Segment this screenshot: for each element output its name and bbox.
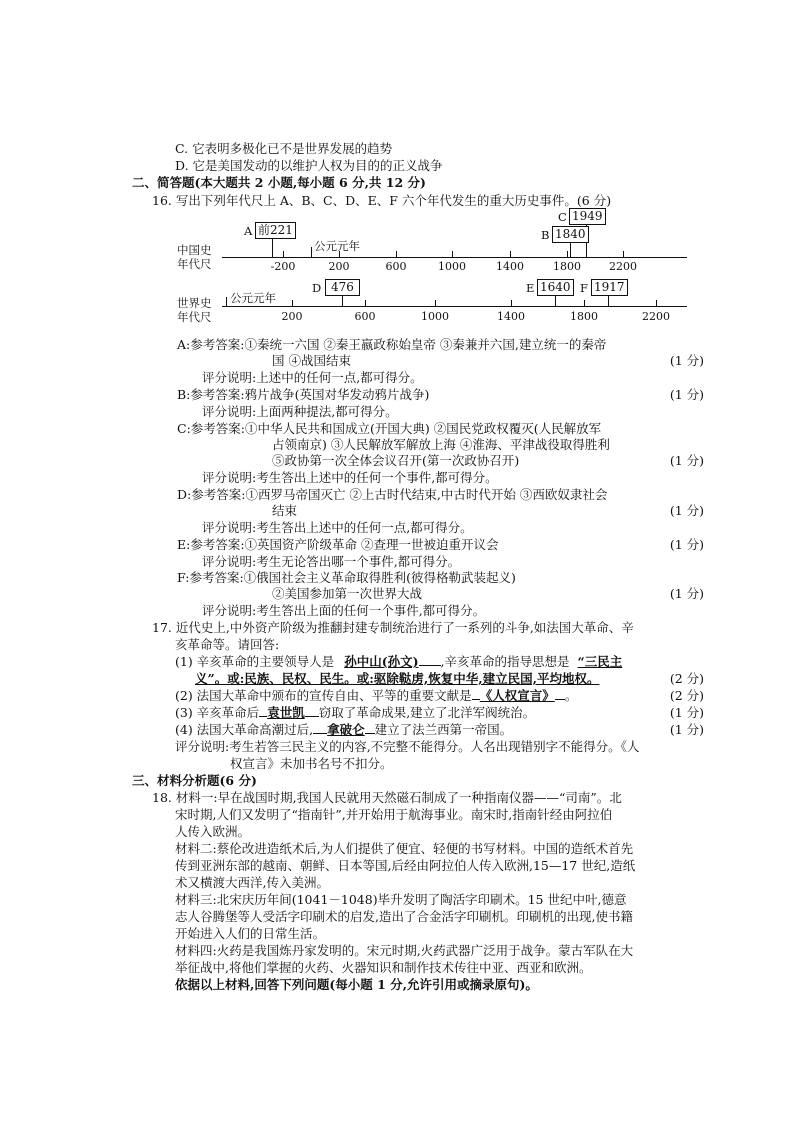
q17-part4 [175, 722, 512, 738]
q17-note-line1: 评分说明:考生若答三民主义的内容,不完整不能得分。人名出现错别字不能得分。《人 [175, 739, 640, 754]
china-tick [452, 251, 453, 257]
marker-b-letter: B [541, 228, 550, 242]
q17-part3-text: (3) 辛亥革命后 [175, 705, 260, 720]
q17-part1-text2: ,辛亥革命的指导思想是 [440, 654, 570, 669]
china-tick-label: 200 [328, 260, 350, 273]
marker-a-letter: A [244, 224, 253, 238]
answer-f-note: 评分说明:考生答出上面的任何一个事件,都可得分。 [202, 603, 486, 618]
q18-m1-line1: 18. 材料一:早在战国时期,我国人民就用天然磁石制成了一种指南仪器——“司南”。北 [152, 790, 622, 805]
answer-a-note: 评分说明:上述中的任何一点,都可得分。 [202, 370, 423, 385]
marker-f-box: 1917 [591, 279, 628, 296]
q17-stem-line1: 17. 近代史上,中外资产阶级为推翻封建专制统治进行了一系列的斗争,如法国大革命、辛 [152, 620, 634, 635]
option-d: D. 它是美国发动的以维护人权为目的的正义战争 [175, 158, 443, 173]
q17-part2-answer: 《人权宣言》 [479, 688, 555, 703]
china-tick [283, 251, 284, 257]
answer-f-score: (1 分) [669, 586, 704, 601]
marker-a-box: 前221 [255, 222, 296, 239]
answer-c-line2: 占领南京) ③人民解放军解放上海 ④淮海、平津战役取得胜利 [272, 437, 610, 452]
world-tick-label: 200 [281, 310, 303, 323]
q18-m2-line3: 术又横渡大西洋,传入美洲。 [175, 875, 329, 890]
q17-part2 [175, 688, 577, 704]
q17-part4-score: (1 分) [669, 722, 704, 737]
china-label-2: 年代尺 [177, 257, 212, 271]
china-axis [222, 257, 687, 258]
answer-c-line1: C:参考答案:①中华人民共和国成立(开国大典) ②国民党政权覆灭(人民解放军 [177, 421, 602, 436]
marker-d-box: 476 [325, 279, 360, 296]
q18-ask: 依据以上材料,回答下列问题(每小题 1 分,允许引用或摘录原句)。 [175, 977, 538, 992]
q17-part2-text2: 。 [564, 688, 578, 703]
world-tick-label: 1800 [570, 310, 598, 323]
marker-e-letter: E [526, 281, 535, 295]
world-tick-label: 1400 [497, 310, 525, 323]
q17-part1-answer2: “三民主 [577, 654, 623, 669]
china-tick-label: 1000 [438, 260, 466, 273]
china-tick-label: 2200 [609, 260, 637, 273]
world-tick-label: 600 [354, 310, 376, 323]
q18-m3-line2: 志人谷腾堡等人受活字印刷术的启发,造出了合金活字印刷机。印刷机的出现,使书籍 [175, 909, 633, 924]
china-tick-label: 600 [385, 260, 407, 273]
q18-m4-line2: 举征战中,将他们掌握的火药、火器知识和制作技术传往中亚、西亚和欧洲。 [175, 960, 592, 975]
q17-stem-line2: 亥革命等。请回答: [175, 637, 280, 652]
q17-part3-text2: 窃取了革命成果,建立了北洋军阀统治。 [318, 705, 536, 720]
answer-d-line2: 结束 [272, 503, 298, 518]
marker-d-stem [342, 296, 343, 306]
answer-d-line1: D:参考答案:①西罗马帝国灭亡 ②上古时代结束,中古时代开始 ③西欧奴隶社会 [177, 487, 608, 502]
q18-m2-line2: 传到亚洲东部的越南、朝鲜、日本等国,后经由阿拉伯人传入欧洲,15—17 世纪,造纸 [175, 858, 636, 873]
answer-c-note: 评分说明:考生答出上述中的任何一个事件,都可得分。 [202, 470, 498, 485]
marker-b-stem [570, 243, 571, 257]
china-tick [567, 251, 568, 257]
world-tick-label: 2200 [642, 310, 670, 323]
q17-part1-answer: 孙中山(孙文) [344, 654, 419, 669]
marker-e-stem [555, 296, 556, 306]
marker-d-letter: D [312, 281, 322, 295]
answer-d-note: 评分说明:考生答出上述中的任何一点,都可得分。 [202, 520, 473, 535]
world-label-1: 世界史 [177, 296, 212, 310]
world-axis [222, 306, 687, 307]
answer-c-line3: ⑤政协第一次全体会议召开(第一次政协召开) [272, 453, 520, 468]
answer-f-line2: ②美国参加第一次世界大战 [272, 586, 423, 601]
q18-m3-line3: 开始进入人们的日常生活。 [175, 926, 326, 941]
q17-part2-text: (2) 法国大革命中颁布的宣传自由、平等的重要文献是 [175, 688, 472, 703]
q17-part1-text: (1) 辛亥革命的主要领导人是 [175, 654, 335, 669]
answer-a-line1: A:参考答案:①秦统一六国 ②秦王嬴政称始皇帝 ③秦兼并六国,建立统一的秦帝 [177, 337, 607, 352]
world-tick [511, 300, 512, 306]
world-era-stem [226, 297, 227, 306]
marker-f-stem [608, 296, 609, 306]
marker-f-letter: F [580, 281, 588, 295]
china-era-stem [311, 247, 312, 257]
q17-part4-text: (4) 法国大革命高潮过后, [175, 722, 314, 737]
world-tick [584, 300, 585, 306]
answer-e-note: 评分说明:考生无论答出哪一个事件,都可得分。 [202, 554, 461, 569]
china-tick [396, 251, 397, 257]
q18-m4-line1: 材料四:火药是我国炼丹家发明的。宋元时期,火药武器广泛用于战争。蒙古军队在大 [175, 943, 634, 958]
q17-part3-answer: 袁世凯 [267, 705, 305, 720]
q18-m2-line1: 材料二:蔡伦改进造纸术后,为人们提供了便宜、轻便的书写材料。中国的造纸术首先 [175, 841, 634, 856]
answer-e-score: (1 分) [669, 537, 704, 552]
q17-part4-answer: 拿破仑 [327, 722, 365, 737]
china-label-1: 中国史 [177, 243, 212, 257]
q17-part1-cont [195, 671, 599, 687]
q17-part3 [175, 705, 535, 721]
answer-b-line1: B:参考答案:鸦片战争(英国对华发动鸦片战争) [177, 387, 430, 402]
q17-part3-score: (1 分) [669, 705, 704, 720]
q16-stem: 16. 写出下列年代尺上 A、B、C、D、E、F 六个年代发生的重大历史事件。(6 分) [152, 193, 612, 208]
china-tick [510, 251, 511, 257]
answer-b-note: 评分说明:上面两种提法,都可得分。 [202, 404, 398, 419]
q18-m1-line3: 人传入欧洲。 [175, 824, 251, 839]
q18-m3-line1: 材料三:北宋庆历年间(1041－1048)毕升发明了陶活字印刷术。15 世纪中叶,德意 [175, 892, 627, 907]
q18-m1-line2: 宋时期,人们又发明了“指南针”,并开始用于航海事业。南宋时,指南针经由阿拉伯 [175, 807, 613, 822]
world-tick-label: 1000 [421, 310, 449, 323]
marker-e-box: 1640 [537, 279, 574, 296]
section2-title: 二、简答题(本大题共 2 小题,每小题 6 分,共 12 分) [132, 175, 426, 190]
answer-a-line2: 国 ④战国结束 [272, 353, 351, 368]
world-tick [365, 300, 366, 306]
world-tick [292, 300, 293, 306]
q17-part1 [175, 654, 622, 670]
marker-c-box: 1949 [569, 208, 606, 225]
world-tick [435, 300, 436, 306]
q17-part4-text2: 建立了法兰西第一帝国。 [374, 722, 513, 737]
answer-d-score: (1 分) [669, 503, 704, 518]
answer-b-score: (1 分) [669, 387, 704, 402]
marker-a-stem [272, 239, 273, 257]
marker-c-letter: C [558, 210, 567, 224]
china-era-label: 公元元年 [314, 239, 360, 253]
world-era-label: 公元元年 [230, 291, 276, 305]
answer-c-score: (1 分) [669, 453, 704, 468]
world-label-2: 年代尺 [177, 310, 212, 324]
q17-part2-score: (2 分) [669, 688, 704, 703]
q17-part1-score: (2 分) [669, 671, 704, 686]
answer-f-line1: F:参考答案:①俄国社会主义革命取得胜利(彼得格勒武装起义) [177, 570, 516, 585]
option-c: C. 它表明多极化已不是世界发展的趋势 [175, 141, 393, 156]
china-tick-label: 1800 [553, 260, 581, 273]
china-tick-label: -200 [270, 260, 296, 273]
china-tick-label: 1400 [496, 260, 524, 273]
section3-title: 三、材料分析题(6 分) [132, 773, 257, 788]
china-tick [623, 251, 624, 257]
q17-part1-answer2-cont: 义”。或:民族、民权、民生。或:驱除鞑虏,恢复中华,建立民国,平均地权。 [195, 671, 600, 686]
q17-note-line2: 权宣言》未加书名号不扣分。 [230, 756, 393, 771]
marker-b-box: 1840 [552, 226, 589, 243]
answer-e-line1: E:参考答案:①英国资产阶级革命 ②查理一世被迫重开议会 [177, 537, 499, 552]
world-tick [656, 300, 657, 306]
answer-a-score: (1 分) [669, 353, 704, 368]
